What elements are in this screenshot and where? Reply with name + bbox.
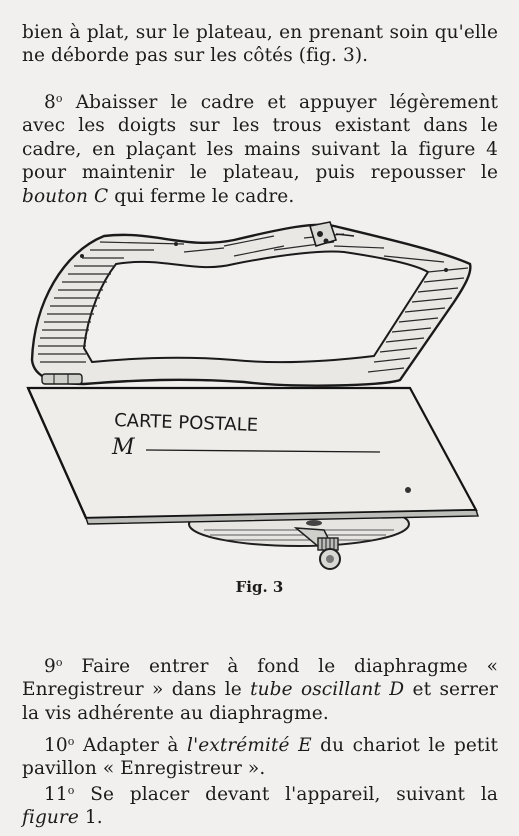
- hinged-frame: [32, 222, 470, 386]
- step-9-paragraph: [22, 651, 498, 726]
- step-8-text-b: qui ferme le cadre.: [108, 185, 295, 207]
- step-11-text-b: 1.: [78, 807, 103, 828]
- figure-caption: Fig. 3: [235, 578, 284, 596]
- step-10-text-a: Adapter à: [74, 734, 188, 756]
- step-10-ordinal: o: [67, 734, 75, 748]
- step-8-paragraph: [22, 87, 498, 209]
- step-8-number: 8: [44, 91, 56, 113]
- step-10-text-b: du chariot le petit pavillon « Enregistreur ».: [22, 734, 499, 779]
- step-8-ordinal: o: [55, 91, 63, 105]
- paragraph-intro-continuation: bien à plat, sur le plateau, en prenant soin qu'elle ne déborde pas sur les côtés (fig. 3).: [22, 21, 498, 66]
- finger-hole: [80, 254, 84, 258]
- finger-hole: [174, 242, 178, 246]
- step-11-number: 11: [44, 783, 68, 805]
- step-9-number: 9: [44, 655, 56, 677]
- figure-3-illustration: [24, 212, 494, 582]
- hinge: [42, 374, 82, 384]
- step-11-italic: figure: [22, 807, 79, 828]
- step-10-italic: l'extrémité E: [187, 734, 312, 756]
- card-salutation: M: [112, 435, 135, 460]
- step-11-paragraph: [22, 779, 498, 830]
- finger-hole: [444, 268, 448, 272]
- step-10-paragraph: [22, 730, 498, 781]
- step-11-text-a: Se placer devant l'appareil, suivant la: [74, 783, 498, 805]
- step-8-italic: bouton C: [22, 185, 109, 207]
- card-title: CARTE POSTALE: [113, 410, 259, 437]
- step-11-ordinal: o: [67, 783, 75, 797]
- step-8-text-a: Abaisser le cadre et appuyer légèrement avec les doigts sur les trous existant dans le cadre, en plaçant les mains suivant la figure 4 pour maintenir le plateau, puis repousser le: [22, 91, 498, 183]
- step-9-ordinal: o: [55, 655, 63, 669]
- step-10-number: 10: [44, 734, 68, 756]
- postcard: [28, 388, 478, 524]
- step-9-text-a: Faire entrer à fond le diaphragme « Enregistreur » dans le: [22, 655, 498, 700]
- step-9-text-b: et serrer la vis adhérente au diaphragme.: [22, 679, 498, 724]
- step-9-italic: tube oscillant D: [250, 679, 405, 700]
